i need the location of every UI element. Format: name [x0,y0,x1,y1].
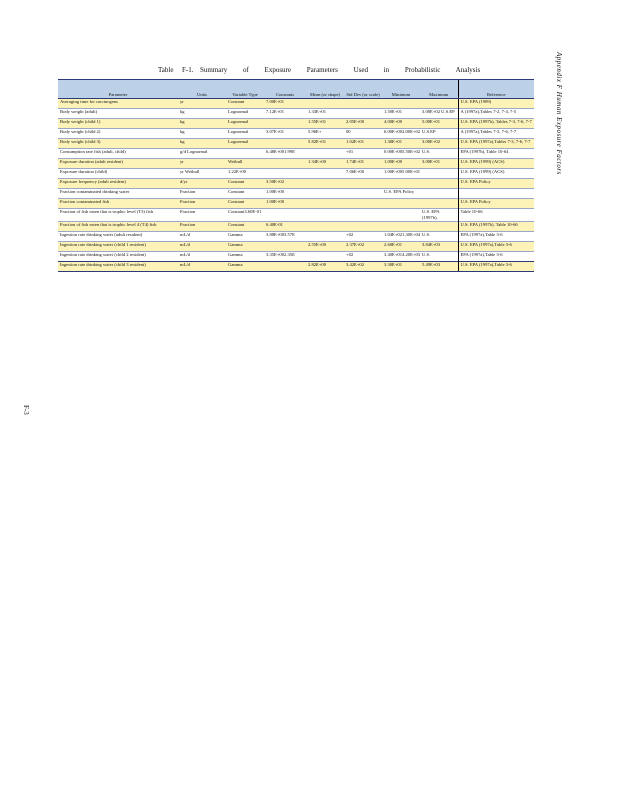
cell-mean [306,222,344,232]
table-row [58,222,534,232]
table-row [58,169,534,179]
cell-parameter: Ingestion rate drinking water (child 1 resident) [58,242,178,252]
cell-variable-type: Lognormal [226,119,264,129]
cell-minimum: 6.00E+002.00E+02 [382,129,420,139]
table-header-row [58,80,534,99]
cell-minimum: 1.00E+005.00E+01 [382,169,420,179]
table-row [58,99,534,109]
cell-std-dev [344,179,382,189]
cell-std-dev: 2.37E+02 [344,242,382,252]
cell-maximum [420,179,458,189]
cell-constants: 6.48E+001.99E [264,149,306,159]
cell-units: mL/d [178,242,226,252]
col-header-mean: Mean (or shape) [306,80,344,99]
exposure-parameters-table-wrapper [58,79,534,272]
cell-parameter: Exposure duration (child) [58,169,178,179]
table-title-text: Summary of Exposure Parameters Used in Probabilistic Analysis [200,66,481,74]
cell-parameter: Body weight (child 1) [58,119,178,129]
cell-variable-type: Constant [226,222,264,232]
table-row [58,179,534,189]
cell-parameter: Body weight (child 3) [58,139,178,149]
cell-reference: U.S. EPA (1989) [458,99,534,109]
cell-reference: U.S. EPA (1997b), Table 10-66 [458,222,534,232]
cell-constants [264,119,306,129]
col-header-minimum: Minimum [382,80,420,99]
cell-units: Fraction [178,189,226,199]
cell-variable-type [226,149,264,159]
cell-maximum: U.S. [420,149,458,159]
cell-mean: 5.96E+ [306,129,344,139]
cell-mean: 2.55E+00 [306,242,344,252]
table-row [58,232,534,242]
appendix-side-header: Appendix F Human Exposure Factors [555,52,563,175]
cell-minimum [382,222,420,232]
cell-minimum [382,209,420,222]
cell-minimum [382,179,420,189]
cell-std-dev [344,222,382,232]
cell-reference: U.S. EPA (1997a),Table 3-6 [458,262,534,272]
cell-parameter: Fraction of fish eaten that is trophic level (T3) fish [58,209,178,222]
table-row [58,139,534,149]
cell-constants: 1.00E+00 [264,189,306,199]
cell-minimum: 0.00E+005.50E+02 [382,149,420,159]
cell-variable-type: Weibull [226,159,264,169]
cell-maximum: 5.49E+03 [420,262,458,272]
cell-maximum: 3.00E+02 [420,139,458,149]
cell-maximum: U.S.EP [420,129,458,139]
cell-reference: EPA (1997a),Table 3-6 [458,232,534,242]
cell-std-dev [344,99,382,109]
cell-mean: 5.82E+01 [306,139,344,149]
cell-minimum: 2.60E+01 [382,242,420,252]
table-row [58,159,534,169]
cell-constants: 3.50E+02 [264,179,306,189]
cell-variable-type: Constant [226,199,264,209]
cell-mean [306,189,344,199]
cell-maximum: 3.84E+03 [420,242,458,252]
cell-variable-type: Constant3.60E-01 [226,209,264,222]
cell-minimum [382,99,420,109]
table-body [58,99,534,272]
cell-std-dev [344,199,382,209]
cell-variable-type: Gamma [226,232,264,242]
cell-reference: A (1997a),Tables 7-2, 7-4, 7-5 [458,109,534,119]
cell-constants: 7.12E+01 [264,109,306,119]
cell-constants: 3.88E+003.57E [264,232,306,242]
cell-constants [264,209,306,222]
cell-units: Fraction [178,199,226,209]
exposure-parameters-table [58,79,534,272]
cell-mean [306,209,344,222]
cell-variable-type: Gamma [226,242,264,252]
cell-std-dev: 2.05E+00 [344,119,382,129]
cell-reference: Table 10-66 [458,209,534,222]
cell-units: mL/d [178,252,226,262]
cell-minimum: 1.00E+00 [382,159,420,169]
cell-constants: 3.35E+002.35E [264,252,306,262]
cell-std-dev: 7.06E+00 [344,169,382,179]
cell-units: yr [178,99,226,109]
cell-maximum [420,169,458,179]
cell-minimum: U.S. EPA Policy [382,189,420,199]
cell-parameter: Fraction of fish eaten that is trophic level 4 (T4) fish [58,222,178,232]
cell-parameter: Body weight (child 2) [58,129,178,139]
cell-variable-type: Constant [226,179,264,189]
cell-constants: 3.07E+01 [264,129,306,139]
cell-units: mL/d [178,232,226,242]
cell-variable-type: Gamma [226,262,264,272]
col-header-maximum: Maximum [420,80,458,99]
cell-std-dev: 1.02E+01 [344,139,382,149]
cell-constants [264,139,306,149]
col-header-parameter: Parameter [58,80,178,99]
table-row [58,119,534,129]
cell-variable-type: Constant [226,99,264,109]
cell-minimum: 3.40E+014.20E+03 [382,252,420,262]
cell-units: yr [178,159,226,169]
table-row [58,129,534,139]
cell-parameter: Fraction contaminated drinking water [58,189,178,199]
cell-units: kg [178,129,226,139]
cell-variable-type: Constant [226,189,264,199]
col-header-variable-type: Variable Type [226,80,264,99]
cell-reference: U.S. EPA Policy [458,199,534,209]
table-title-label: Table [158,66,174,74]
cell-mean: 1.34E+00 [306,159,344,169]
table-row [58,149,534,159]
cell-reference: U.S. EPA (1999) (ACS) [458,169,534,179]
cell-std-dev: +01 [344,149,382,159]
cell-units: mL/d [178,262,226,272]
cell-units: d/yr [178,179,226,189]
cell-std-dev: 3.42E+02 [344,262,382,272]
page-number: F-3 [22,405,30,415]
cell-mean: 1.33E+01 [306,109,344,119]
cell-mean: 1.55E+01 [306,119,344,129]
cell-std-dev [344,109,382,119]
table-row [58,109,534,119]
table-row [58,262,534,272]
cell-std-dev [344,209,382,222]
table-row [58,189,534,199]
cell-constants: 1.00E+00 [264,199,306,209]
cell-variable-type: Lognormal [226,129,264,139]
cell-mean [306,99,344,109]
table-row [58,209,534,222]
cell-maximum: U.S. [420,232,458,242]
cell-mean [306,169,344,179]
cell-mean: 2.82E+00 [306,262,344,272]
cell-reference: U.S. EPA (1997a),Table 3-6 [458,242,534,252]
cell-minimum: 1.04E+021.30E+04 [382,232,420,242]
cell-parameter: Exposure duration (adult resident) [58,159,178,169]
table-row [58,242,534,252]
cell-variable-type: Lognormal [226,139,264,149]
cell-constants: 6.40E-01 [264,222,306,232]
cell-reference: U.S. EPA (1999) (ACS) [458,159,534,169]
cell-mean [306,232,344,242]
cell-reference: U.S. EPA (1997a),Tables 7-3, 7-6, 7-7 [458,139,534,149]
cell-parameter: Consumption rate fish (adult, child) [58,149,178,159]
col-header-units: Units [178,80,226,99]
cell-reference [458,189,534,199]
cell-reference: EPA (1997a),Table 3-6 [458,252,534,262]
col-header-constants: Constants [264,80,306,99]
table-title [58,66,481,78]
cell-minimum: 3.30E+01 [382,262,420,272]
cell-reference: A (1997a),Tables 7-3, 7-6, 7-7 [458,129,534,139]
cell-units: kg [178,119,226,129]
cell-std-dev: 00 [344,129,382,139]
cell-reference: U.S. EPA Policy [458,179,534,189]
cell-std-dev: +02 [344,252,382,262]
cell-maximum: 3.00E+01 [420,159,458,169]
col-header-std-dev: Std Dev (or scale) [344,80,382,99]
cell-parameter: Ingestion rate drinking water (child 3 resident) [58,262,178,272]
cell-units: kg [178,109,226,119]
cell-minimum [382,199,420,209]
cell-variable-type: 1.22E+00 [226,169,264,179]
table-row [58,252,534,262]
cell-units: g/d Lognormal [178,149,226,159]
cell-maximum [420,189,458,199]
cell-parameter: Exposure frequency (adult resident) [58,179,178,189]
cell-maximum [420,199,458,209]
cell-reference: EPA (1997b), Table 10-64 [458,149,534,159]
cell-maximum [420,222,458,232]
cell-variable-type: Lognormal [226,109,264,119]
cell-reference: U.S. EPA (1997b), Tables 7-3, 7-6, 7-7 [458,119,534,129]
cell-parameter: Body weight (adult) [58,109,178,119]
cell-std-dev [344,189,382,199]
cell-parameter: Ingestion rate drinking water (child 2 resident) [58,252,178,262]
cell-minimum: 1.30E+01 [382,139,420,149]
cell-maximum: 3.00E+02 U.S.EP [420,109,458,119]
cell-mean [306,179,344,189]
cell-constants [264,242,306,252]
cell-constants: 7.00E+01 [264,99,306,109]
table-title-number: F-1. [182,66,194,74]
cell-mean [306,199,344,209]
cell-mean [306,149,344,159]
cell-maximum: U.S. EPA (1997b), [420,209,458,222]
cell-minimum: 4.00E+00 [382,119,420,129]
cell-units: kg [178,139,226,149]
cell-std-dev: +02 [344,232,382,242]
cell-variable-type: Gamma [226,252,264,262]
cell-constants [264,262,306,272]
cell-std-dev: 1.74E+01 [344,159,382,169]
cell-constants [264,169,306,179]
col-header-reference: Reference [458,80,534,99]
table-row [58,199,534,209]
cell-constants [264,159,306,169]
cell-minimum: 1.50E+01 [382,109,420,119]
cell-units: yr Weibull [178,169,226,179]
cell-units: Fraction [178,222,226,232]
cell-mean [306,252,344,262]
cell-parameter: Ingestion rate drinking water (adult resident) [58,232,178,242]
cell-parameter: Fraction contaminated fish [58,199,178,209]
cell-maximum [420,99,458,109]
cell-maximum: U.S. [420,252,458,262]
cell-parameter: Averaging time for carcinogens [58,99,178,109]
cell-units: Fraction [178,209,226,222]
cell-maximum: 5.00E+01 [420,119,458,129]
